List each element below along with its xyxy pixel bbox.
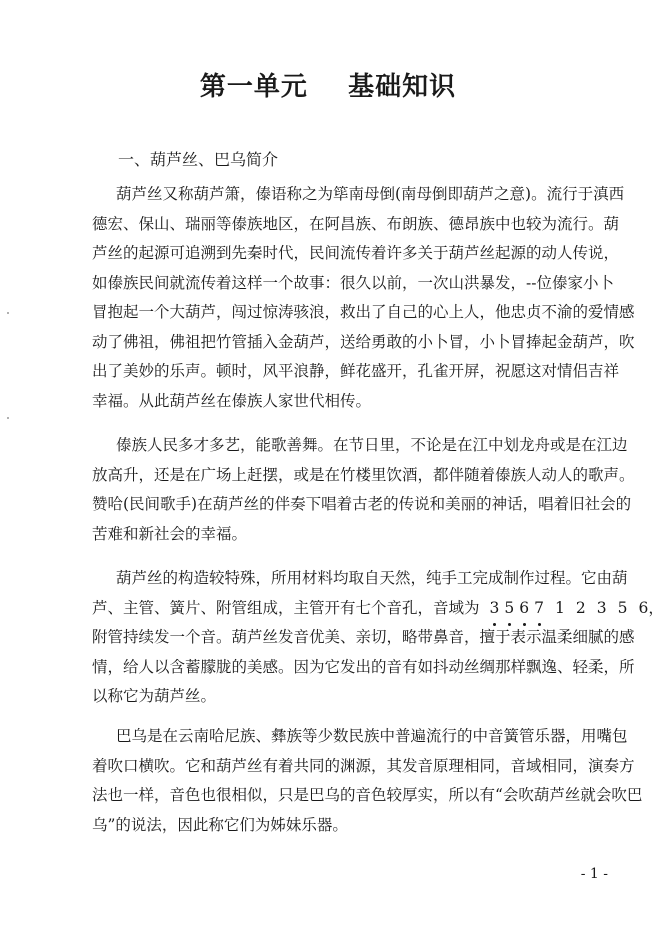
range-note: 1 xyxy=(555,598,565,617)
text-line: 冒抱起一个大葫芦，闯过惊涛骇浪，救出了自己的心上人，他忠贞不渝的爱情感 xyxy=(92,303,635,321)
text-line: 芦、主管、簧片、附管组成，主管开有七个音孔，音域为 xyxy=(92,598,480,617)
text-line: 芦丝的起源可追溯到先秦时代，民间流传着许多关于葫芦丝起源的动人传说， xyxy=(92,244,620,262)
text-line: 附管持续发一个音。葫芦丝发音优美、亲切，略带鼻音，擅于表示温柔细腻的感 xyxy=(92,628,635,646)
section-heading: 一、葫芦丝、巴乌简介 xyxy=(118,150,279,169)
paragraph-hulusi-structure xyxy=(92,564,664,712)
range-note: 3 xyxy=(490,594,500,624)
text-line: 动了佛祖，佛祖把竹管插入金葫芦，送给勇敢的小卜冒，小卜冒捧起金葫芦，吹 xyxy=(92,332,635,351)
paragraph-hulusi-origin xyxy=(92,180,635,416)
text-line: 如傣族民间就流传着这样一个故事：很久以前，一次山洪暴发，--位傣家小卜 xyxy=(92,273,614,292)
text-line: 放高升，还是在广场上赶摆，或是在竹楼里饮酒，都伴随着傣族人动人的歌声。 xyxy=(92,465,635,484)
range-note: 6 xyxy=(519,594,529,624)
text-line: 着吹口横吹。它和葫芦丝有着共同的渊源，其发音原理相同，音域相同，演奏方 xyxy=(92,756,635,775)
range-note: 5 xyxy=(504,594,514,624)
text-line: 苦难和新社会的幸福。 xyxy=(92,524,248,543)
pitch-range xyxy=(490,599,664,617)
text-line: 葫芦丝又称葫芦箫，傣语称之为筚南母倒(南母倒即葫芦之意)。流行于滇西 xyxy=(116,185,625,203)
text-line: 幸福。从此葫芦丝在傣族人家世代相传。 xyxy=(92,391,372,410)
range-note: 7 xyxy=(534,594,544,624)
range-note: 6 xyxy=(638,598,649,617)
text-line: 傣族人民多才多艺，能歌善舞。在节日里，不论是在江中划龙舟或是在江边 xyxy=(116,436,628,454)
text-line: 以称它为葫芦丝。 xyxy=(92,687,217,705)
text-line: 德宏、保山、瑞丽等傣族地区，在阿昌族、布朗族、德昂族中也较为流行。葫 xyxy=(92,214,620,233)
text-line-with-range xyxy=(92,594,664,624)
paragraph-bawu xyxy=(92,722,643,840)
page-title: 第一单元 基础知识 xyxy=(199,72,457,102)
paragraph-dai-people xyxy=(92,431,635,549)
text-line: 葫芦丝的构造较特殊，所用材料均取自天然，纯手工完成制作过程。它由葫 xyxy=(116,569,628,587)
text-line: 法也一样，音色也很相似，只是巴乌的音色较厚实，所以有“会吹葫芦丝就会吹巴 xyxy=(92,786,643,804)
text-line: 出了美妙的乐声。顿时，风平浪静，鲜花盛开，孔雀开屏，祝愿这对情侣吉祥 xyxy=(92,362,620,380)
range-note: 5 xyxy=(617,598,628,617)
page-number: - 1 - xyxy=(580,866,608,882)
range-note: 3 xyxy=(596,598,607,617)
text-line: 赞哈(民间歌手)在葫芦丝的伴奏下唱着古老的传说和美丽的神话，唱着旧社会的 xyxy=(92,495,632,513)
scan-speck xyxy=(7,312,9,314)
scan-speck xyxy=(7,417,9,419)
text-line: 乌”的说法，因此称它们为姊妹乐器。 xyxy=(92,815,348,834)
range-punctuation: ， xyxy=(648,598,664,617)
range-note: 2 xyxy=(575,598,586,617)
text-line: 巴乌是在云南哈尼族、彝族等少数民族中普遍流行的中音簧管乐器，用嘴包 xyxy=(116,727,628,745)
text-line: 情，给人以含蓄朦胧的美感。因为它发出的音有如抖动丝绸那样飘逸、轻柔，所 xyxy=(92,657,635,676)
